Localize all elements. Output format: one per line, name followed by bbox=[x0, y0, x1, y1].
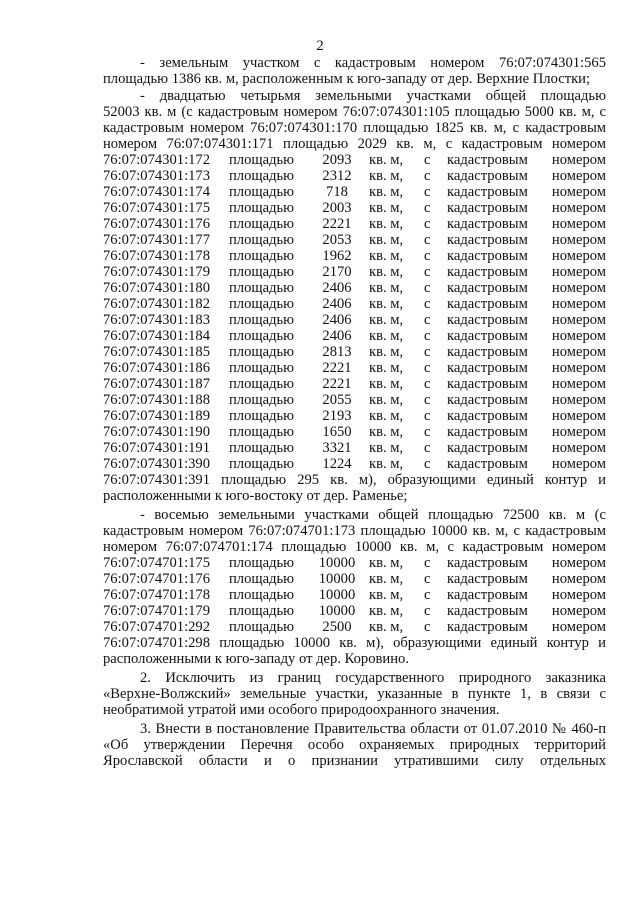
parcel-area: 10000 bbox=[318, 603, 356, 619]
number-word: номером bbox=[551, 168, 606, 184]
area-word: площадью bbox=[229, 603, 295, 619]
item2-line2: «Верхне-Волжский» земельные участки, указанные в пункте 1, в связи с bbox=[103, 686, 606, 702]
preposition: с bbox=[424, 376, 431, 392]
area-unit: кв. м, bbox=[369, 280, 404, 296]
preposition: с bbox=[424, 424, 431, 440]
area-word: площадью bbox=[229, 200, 295, 216]
area-word: площадью bbox=[229, 344, 295, 360]
parcel-number: 76:07:074301:177 bbox=[103, 232, 211, 248]
parcel-number: 76:07:074301:190 bbox=[103, 424, 211, 440]
parcel-row bbox=[103, 264, 606, 280]
area-unit: кв. м, bbox=[369, 344, 404, 360]
parcel-row bbox=[103, 571, 606, 587]
cadastral-word: кадастровым bbox=[447, 344, 528, 360]
parcel-row bbox=[103, 360, 606, 376]
area-word: площадью bbox=[229, 392, 295, 408]
number-word: номером bbox=[551, 571, 606, 587]
preposition: с bbox=[424, 603, 431, 619]
parcel-area: 10000 bbox=[318, 587, 356, 603]
area-word: площадью bbox=[229, 619, 295, 635]
number-word: номером bbox=[551, 392, 606, 408]
parcel-number: 76:07:074301:191 bbox=[103, 440, 211, 456]
cadastral-word: кадастровым bbox=[447, 392, 528, 408]
parcel-number: 76:07:074301:189 bbox=[103, 408, 211, 424]
area-unit: кв. м, bbox=[369, 392, 404, 408]
area-unit: кв. м, bbox=[369, 555, 404, 571]
cadastral-word: кадастровым bbox=[447, 571, 528, 587]
cadastral-word: кадастровым bbox=[447, 312, 528, 328]
number-word: номером bbox=[551, 296, 606, 312]
item3-line2: «Об утверждении Перечня особо охраняемых природных территорий bbox=[103, 737, 606, 753]
parcel-row bbox=[103, 248, 606, 264]
preposition: с bbox=[424, 232, 431, 248]
cadastral-word: кадастровым bbox=[447, 152, 528, 168]
area-unit: кв. м, bbox=[369, 296, 404, 312]
cadastral-word: кадастровым bbox=[447, 200, 528, 216]
parcel-area: 2221 bbox=[322, 360, 352, 376]
area-word: площадью bbox=[229, 408, 295, 424]
parcel-area: 2193 bbox=[322, 408, 352, 424]
cadastral-word: кадастровым bbox=[447, 424, 528, 440]
parcel-number: 76:07:074701:178 bbox=[103, 587, 211, 603]
area-word: площадью bbox=[229, 184, 295, 200]
number-word: номером bbox=[551, 344, 606, 360]
preposition: с bbox=[424, 440, 431, 456]
bullet3-line1: - восемью земельными участками общей площадью 72500 кв. м (с bbox=[140, 507, 606, 523]
preposition: с bbox=[424, 152, 431, 168]
bullet2-line4: номером 76:07:074301:171 площадью 2029 кв. м, с кадастровым номером bbox=[103, 136, 606, 152]
preposition: с bbox=[424, 456, 431, 472]
number-word: номером bbox=[551, 376, 606, 392]
parcel-row bbox=[103, 216, 606, 232]
area-unit: кв. м, bbox=[369, 200, 404, 216]
cadastral-word: кадастровым bbox=[447, 440, 528, 456]
parcel-row bbox=[103, 328, 606, 344]
area-unit: кв. м, bbox=[369, 603, 404, 619]
parcel-number: 76:07:074301:186 bbox=[103, 360, 211, 376]
cadastral-word: кадастровым bbox=[447, 232, 528, 248]
area-unit: кв. м, bbox=[369, 152, 404, 168]
number-word: номером bbox=[551, 232, 606, 248]
parcel-number: 76:07:074301:182 bbox=[103, 296, 211, 312]
preposition: с bbox=[424, 280, 431, 296]
area-word: площадью bbox=[229, 456, 295, 472]
parcel-area: 3321 bbox=[322, 440, 352, 456]
parcel-row bbox=[103, 152, 606, 168]
parcel-area: 718 bbox=[326, 184, 348, 200]
cadastral-word: кадастровым bbox=[447, 216, 528, 232]
parcel-number: 76:07:074701:176 bbox=[103, 571, 211, 587]
cadastral-word: кадастровым bbox=[447, 603, 528, 619]
preposition: с bbox=[424, 328, 431, 344]
parcel-area: 2003 bbox=[322, 200, 352, 216]
item3-line3: Ярославской области и о признании утратившими силу отдельных bbox=[103, 753, 606, 769]
preposition: с bbox=[424, 264, 431, 280]
bullet3-line3: номером 76:07:074701:174 площадью 10000 кв. м, с кадастровым номером bbox=[103, 539, 606, 555]
area-unit: кв. м, bbox=[369, 456, 404, 472]
cadastral-word: кадастровым bbox=[447, 408, 528, 424]
number-word: номером bbox=[551, 216, 606, 232]
area-unit: кв. м, bbox=[369, 619, 404, 635]
area-unit: кв. м, bbox=[369, 408, 404, 424]
preposition: с bbox=[424, 200, 431, 216]
parcel-area: 2053 bbox=[322, 232, 352, 248]
area-unit: кв. м, bbox=[369, 587, 404, 603]
preposition: с bbox=[424, 184, 431, 200]
parcel-area: 2221 bbox=[322, 216, 352, 232]
cadastral-word: кадастровым bbox=[447, 555, 528, 571]
area-word: площадью bbox=[229, 376, 295, 392]
cadastral-word: кадастровым bbox=[447, 168, 528, 184]
parcel-number: 76:07:074301:178 bbox=[103, 248, 211, 264]
area-word: площадью bbox=[229, 440, 295, 456]
area-word: площадью bbox=[229, 360, 295, 376]
parcel-row bbox=[103, 184, 606, 200]
parcel-area: 2406 bbox=[322, 296, 352, 312]
number-word: номером bbox=[551, 152, 606, 168]
parcel-number: 76:07:074301:175 bbox=[103, 200, 211, 216]
cadastral-word: кадастровым bbox=[447, 456, 528, 472]
parcel-number: 76:07:074301:174 bbox=[103, 184, 211, 200]
bullet2-tail2: расположенными к юго-востоку от дер. Раменье; bbox=[103, 488, 408, 504]
cadastral-word: кадастровым bbox=[447, 296, 528, 312]
parcel-area: 10000 bbox=[318, 571, 356, 587]
parcel-area: 2813 bbox=[322, 344, 352, 360]
cadastral-word: кадастровым bbox=[447, 587, 528, 603]
parcel-number: 76:07:074301:173 bbox=[103, 168, 211, 184]
preposition: с bbox=[424, 555, 431, 571]
parcel-area: 2170 bbox=[322, 264, 352, 280]
parcel-row bbox=[103, 392, 606, 408]
area-word: площадью bbox=[229, 424, 295, 440]
parcel-area: 2093 bbox=[322, 152, 352, 168]
parcel-area: 2055 bbox=[322, 392, 352, 408]
area-word: площадью bbox=[229, 152, 295, 168]
number-word: номером bbox=[551, 312, 606, 328]
cadastral-word: кадастровым bbox=[447, 619, 528, 635]
parcel-area: 1650 bbox=[322, 424, 352, 440]
cadastral-word: кадастровым bbox=[447, 360, 528, 376]
preposition: с bbox=[424, 587, 431, 603]
page-number: 2 bbox=[316, 38, 324, 54]
cadastral-word: кадастровым bbox=[447, 184, 528, 200]
area-word: площадью bbox=[229, 587, 295, 603]
parcel-area: 2406 bbox=[322, 312, 352, 328]
parcel-number: 76:07:074301:179 bbox=[103, 264, 211, 280]
number-word: номером bbox=[551, 440, 606, 456]
bullet3-line2: кадастровым номером 76:07:074701:173 площадью 10000 кв. м, с кадастровым bbox=[103, 523, 606, 539]
area-unit: кв. м, bbox=[369, 264, 404, 280]
parcel-area: 10000 bbox=[318, 555, 356, 571]
parcel-area: 2406 bbox=[322, 328, 352, 344]
preposition: с bbox=[424, 248, 431, 264]
area-word: площадью bbox=[229, 264, 295, 280]
parcel-number: 76:07:074301:184 bbox=[103, 328, 211, 344]
number-word: номером bbox=[551, 587, 606, 603]
area-unit: кв. м, bbox=[369, 376, 404, 392]
number-word: номером bbox=[551, 456, 606, 472]
area-unit: кв. м, bbox=[369, 184, 404, 200]
parcel-row bbox=[103, 456, 606, 472]
parcel-number: 76:07:074301:172 bbox=[103, 152, 211, 168]
preposition: с bbox=[424, 392, 431, 408]
parcel-number: 76:07:074701:175 bbox=[103, 555, 211, 571]
area-word: площадью bbox=[229, 248, 295, 264]
parcel-row bbox=[103, 232, 606, 248]
parcel-number: 76:07:074301:183 bbox=[103, 312, 211, 328]
parcel-number: 76:07:074301:180 bbox=[103, 280, 211, 296]
preposition: с bbox=[424, 216, 431, 232]
area-unit: кв. м, bbox=[369, 440, 404, 456]
area-word: площадью bbox=[229, 571, 295, 587]
area-word: площадью bbox=[229, 328, 295, 344]
area-unit: кв. м, bbox=[369, 571, 404, 587]
parcel-row bbox=[103, 168, 606, 184]
bullet1-line1: - земельным участком с кадастровым номером 76:07:074301:565 bbox=[140, 55, 606, 71]
preposition: с bbox=[424, 296, 431, 312]
bullet2-line2: 52003 кв. м (с кадастровым номером 76:07:074301:105 площадью 5000 кв. м, с bbox=[103, 104, 606, 120]
number-word: номером bbox=[551, 264, 606, 280]
area-word: площадью bbox=[229, 216, 295, 232]
parcel-row bbox=[103, 603, 606, 619]
number-word: номером bbox=[551, 603, 606, 619]
preposition: с bbox=[424, 360, 431, 376]
area-word: площадью bbox=[229, 555, 295, 571]
number-word: номером bbox=[551, 619, 606, 635]
item3-line1: 3. Внести в постановление Правительства области от 01.07.2010 № 460-п bbox=[140, 721, 606, 737]
preposition: с bbox=[424, 619, 431, 635]
number-word: номером bbox=[551, 408, 606, 424]
parcel-area: 1224 bbox=[322, 456, 352, 472]
parcel-area: 2406 bbox=[322, 280, 352, 296]
number-word: номером bbox=[551, 200, 606, 216]
parcel-number: 76:07:074301:390 bbox=[103, 456, 211, 472]
number-word: номером bbox=[551, 184, 606, 200]
cadastral-word: кадастровым bbox=[447, 328, 528, 344]
number-word: номером bbox=[551, 555, 606, 571]
cadastral-word: кадастровым bbox=[447, 376, 528, 392]
item2-line3: необратимой утратой ими особого природоохранного значения. bbox=[103, 702, 500, 718]
number-word: номером bbox=[551, 360, 606, 376]
cadastral-word: кадастровым bbox=[447, 248, 528, 264]
parcel-area: 1962 bbox=[322, 248, 352, 264]
number-word: номером bbox=[551, 328, 606, 344]
number-word: номером bbox=[551, 280, 606, 296]
preposition: с bbox=[424, 571, 431, 587]
area-unit: кв. м, bbox=[369, 312, 404, 328]
number-word: номером bbox=[551, 248, 606, 264]
parcel-area: 2312 bbox=[322, 168, 352, 184]
area-unit: кв. м, bbox=[369, 216, 404, 232]
parcel-row bbox=[103, 344, 606, 360]
parcel-area: 2221 bbox=[322, 376, 352, 392]
item2-line1: 2. Исключить из границ государственного природного заказника bbox=[140, 670, 606, 686]
parcel-row bbox=[103, 296, 606, 312]
parcel-row bbox=[103, 280, 606, 296]
parcel-row bbox=[103, 312, 606, 328]
parcel-row bbox=[103, 200, 606, 216]
bullet1-line2: площадью 1386 кв. м, расположенным к юго-западу от дер. Верхние Плостки; bbox=[103, 71, 591, 87]
area-word: площадью bbox=[229, 232, 295, 248]
parcel-row bbox=[103, 440, 606, 456]
parcel-row bbox=[103, 376, 606, 392]
bullet2-line3: кадастровым номером 76:07:074301:170 площадью 1825 кв. м, с кадастровым bbox=[103, 120, 606, 136]
bullet3-tail1: 76:07:074701:298 площадью 10000 кв. м), образующими единый контур и bbox=[103, 635, 606, 651]
preposition: с bbox=[424, 408, 431, 424]
bullet3-tail2: расположенными к юго-западу от дер. Коровино. bbox=[103, 651, 409, 667]
parcel-number: 76:07:074301:188 bbox=[103, 392, 211, 408]
parcel-row bbox=[103, 619, 606, 635]
area-unit: кв. м, bbox=[369, 232, 404, 248]
parcel-number: 76:07:074701:179 bbox=[103, 603, 211, 619]
parcel-number: 76:07:074301:176 bbox=[103, 216, 211, 232]
area-unit: кв. м, bbox=[369, 168, 404, 184]
area-word: площадью bbox=[229, 312, 295, 328]
number-word: номером bbox=[551, 424, 606, 440]
parcel-row bbox=[103, 555, 606, 571]
area-unit: кв. м, bbox=[369, 360, 404, 376]
cadastral-word: кадастровым bbox=[447, 280, 528, 296]
preposition: с bbox=[424, 312, 431, 328]
area-word: площадью bbox=[229, 280, 295, 296]
area-word: площадью bbox=[229, 296, 295, 312]
preposition: с bbox=[424, 168, 431, 184]
bullet2-tail1: 76:07:074301:391 площадью 295 кв. м), образующими единый контур и bbox=[103, 472, 606, 488]
area-word: площадью bbox=[229, 168, 295, 184]
parcel-number: 76:07:074701:292 bbox=[103, 619, 211, 635]
area-unit: кв. м, bbox=[369, 424, 404, 440]
preposition: с bbox=[424, 344, 431, 360]
area-unit: кв. м, bbox=[369, 248, 404, 264]
parcel-row bbox=[103, 408, 606, 424]
parcel-row bbox=[103, 424, 606, 440]
area-unit: кв. м, bbox=[369, 328, 404, 344]
parcel-number: 76:07:074301:185 bbox=[103, 344, 211, 360]
bullet2-line1: - двадцатью четырьмя земельными участками общей площадью bbox=[140, 88, 606, 104]
parcel-row bbox=[103, 587, 606, 603]
parcel-number: 76:07:074301:187 bbox=[103, 376, 211, 392]
cadastral-word: кадастровым bbox=[447, 264, 528, 280]
parcel-area: 2500 bbox=[322, 619, 352, 635]
